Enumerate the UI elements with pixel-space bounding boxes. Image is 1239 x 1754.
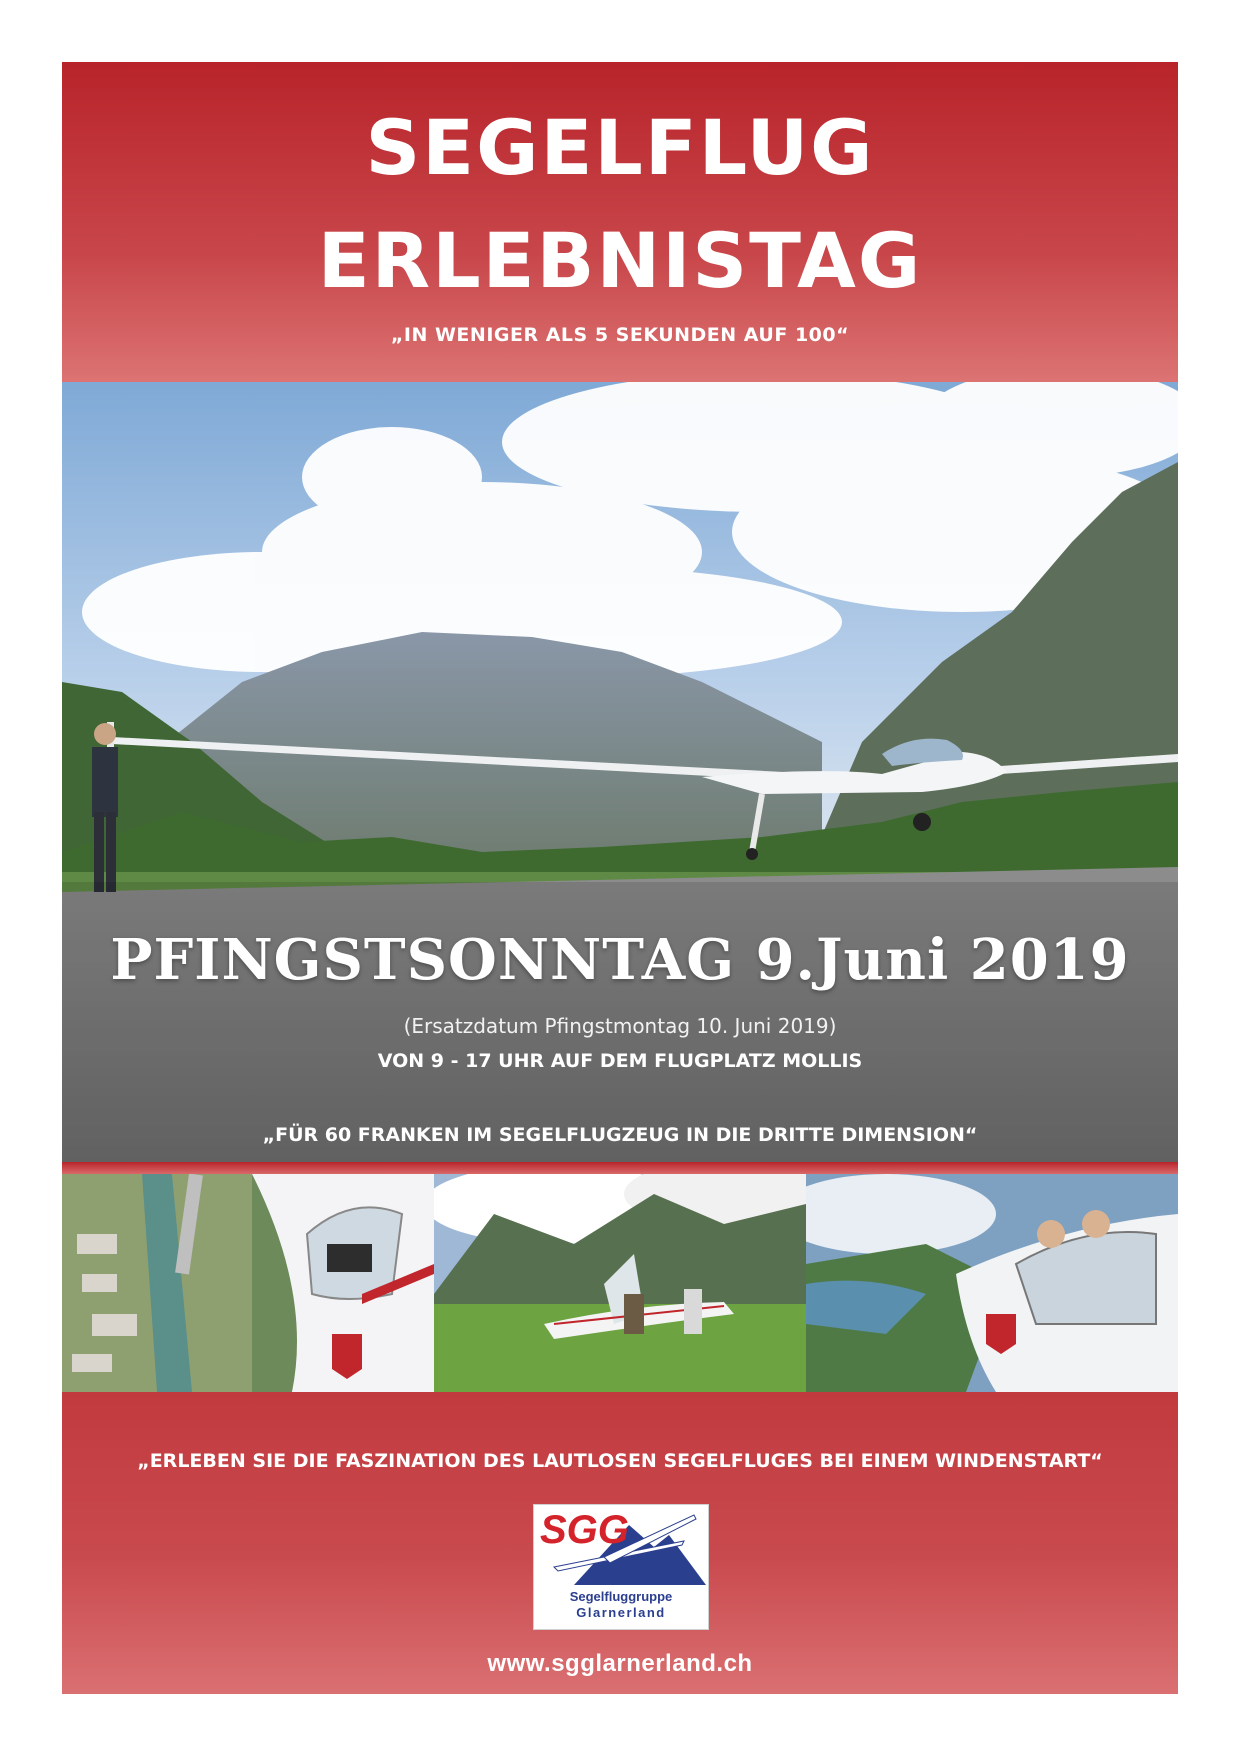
svg-text:SGG: SGG [540,1508,629,1552]
header-banner [62,62,1178,382]
alternate-date: (Ersatzdatum Pfingstmontag 10. Juni 2019) [403,1014,837,1038]
glider-mountain-logo-icon [534,1505,708,1589]
website-link[interactable]: www.sgglarnerland.ch [487,1650,753,1677]
event-date: PFINGSTSONNTAG 9.Juni 2019 [110,927,1130,993]
photo-glider-on-grass [434,1174,806,1392]
hero-photo [62,382,1178,1162]
title-line-1: SEGELFLUG [365,103,875,192]
photo-strip [62,1174,1178,1392]
title-line-2: ERLEBNISTAG [317,216,923,305]
club-logo [533,1504,709,1630]
cockpit-view-image [806,1174,1178,1392]
photo-cockpit-view [806,1174,1178,1392]
photo-aerial-airfield [62,1174,434,1392]
poster [62,62,1178,1694]
glider-on-runway-image [62,382,1178,1162]
red-divider [62,1162,1178,1174]
aerial-airfield-image [62,1174,434,1392]
logo-name-line-2: Glarnerland [576,1605,666,1620]
time-and-location: VON 9 - 17 UHR AUF DEM FLUGPLATZ MOLLIS [377,1050,863,1072]
logo-name-line-1: Segelfluggruppe [569,1589,673,1604]
price-quote: „FÜR 60 FRANKEN IM SEGELFLUGZEUG IN DIE DRITTE DIMENSION“ [262,1124,978,1146]
footer-banner [62,1392,1178,1694]
footer-quote: „ERLEBEN SIE DIE FASZINATION DES LAUTLOSEN SEGELFLUGES BEI EINEM WINDENSTART“ [137,1450,1103,1472]
glider-on-grass-image [434,1174,806,1392]
subtitle: „IN WENIGER ALS 5 SEKUNDEN AUF 100“ [390,324,850,346]
